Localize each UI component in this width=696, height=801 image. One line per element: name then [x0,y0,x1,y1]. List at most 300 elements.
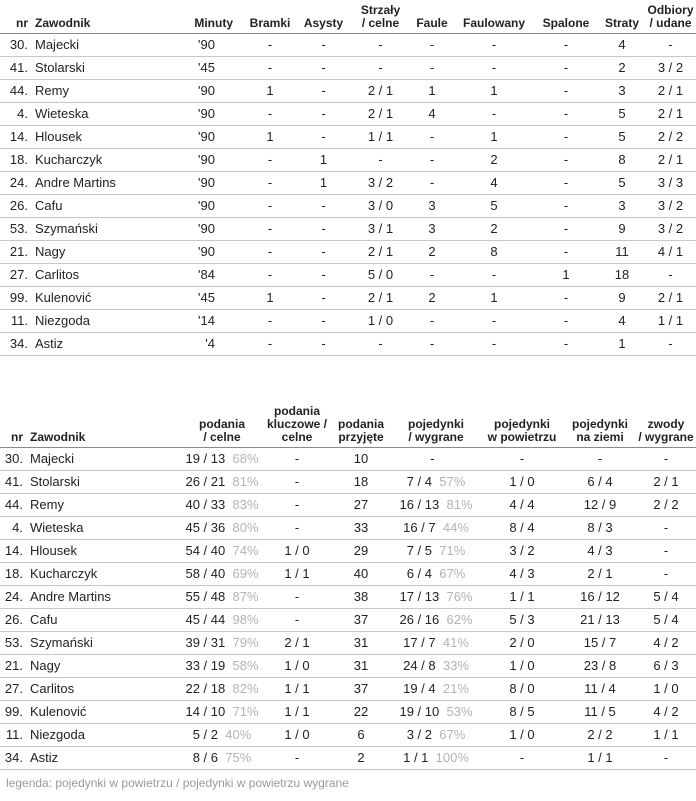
passes-cell-value: 39 / 31 [185,635,226,650]
key-passes-cell: 1 / 0 [264,654,330,677]
goals-cell: - [245,171,295,194]
header-label: / celne [203,429,241,444]
col-header-shots [352,0,409,33]
recoveries-cell: 2 / 1 [645,102,696,125]
minutes-cell: '90 [170,148,245,171]
player-name: Remy [28,493,180,516]
aerial-duels-cell: 8 / 5 [480,700,564,723]
player-number: 11. [0,309,33,332]
header-label: Straty [604,15,639,30]
shots-cell: 3 / 0 [352,194,409,217]
duels-cell [392,447,480,470]
passes-percent: 81% [232,474,259,489]
player-name: Majecki [33,33,170,56]
shots-cell: 2 / 1 [352,286,409,309]
col-header-key-passes [264,400,330,447]
offsides-cell: 1 [533,263,599,286]
col-header-fouled [455,0,533,33]
header-label: Spalone [542,15,590,30]
shots-cell: - [352,56,409,79]
player-number: 27. [0,263,33,286]
losses-cell: 18 [599,263,645,286]
assists-cell: - [295,33,352,56]
player-number: 21. [0,240,33,263]
goals-cell: - [245,148,295,171]
table-row [0,447,696,470]
losses-cell: 9 [599,286,645,309]
header-label: na ziemi [576,429,624,444]
col-header-nr [0,400,28,447]
header-label: pojedynki [407,416,464,431]
key-passes-cell: 1 / 1 [264,562,330,585]
fouls-cell: - [409,332,455,355]
player-name: Wieteska [33,102,170,125]
col-header-recoveries [645,0,696,33]
passes-received-cell: 31 [330,631,392,654]
goals-cell: 1 [245,286,295,309]
ground-duels-cell: - [564,447,636,470]
passes-percent: 40% [225,727,252,742]
duels-percent: 67% [439,566,466,581]
ground-duels-cell: 2 / 2 [564,723,636,746]
dribbles-cell: 6 / 3 [636,654,696,677]
table-row [0,263,696,286]
header-label: zwody [647,416,685,431]
col-header-nr [0,0,33,33]
aerial-duels-cell: 3 / 2 [480,539,564,562]
player-number: 99. [0,700,28,723]
player-number: 26. [0,194,33,217]
header-label: kluczowe / [266,416,328,431]
header-label: nr [11,429,23,444]
player-name: Carlitos [33,263,170,286]
passes-cell [180,608,264,631]
minutes-cell: '90 [170,102,245,125]
passes-received-cell: 40 [330,562,392,585]
passes-percent: 83% [232,497,259,512]
losses-cell: 3 [599,194,645,217]
player-number: 53. [0,217,33,240]
table-row [0,148,696,171]
fouls-cell: - [409,56,455,79]
ground-duels-cell: 6 / 4 [564,470,636,493]
passes-received-cell: 37 [330,608,392,631]
assists-cell: - [295,263,352,286]
goals-cell: - [245,240,295,263]
header-label: Asysty [303,15,344,30]
passes-cell [180,447,264,470]
player-name: Nagy [28,654,180,677]
minutes-cell: '14 [170,309,245,332]
aerial-duels-cell: - [480,447,564,470]
losses-cell: 4 [599,309,645,332]
goals-cell: - [245,102,295,125]
player-number: 11. [0,723,28,746]
offsides-cell: - [533,286,599,309]
player-name: Majecki [28,447,180,470]
shots-cell: 1 / 1 [352,125,409,148]
table-row [0,677,696,700]
fouls-cell: 2 [409,286,455,309]
assists-cell: 1 [295,148,352,171]
player-number: 4. [0,516,28,539]
player-name: Astiz [33,332,170,355]
ground-duels-cell: 23 / 8 [564,654,636,677]
passes-cell-value: 58 / 40 [185,566,226,581]
fouls-cell: 1 [409,79,455,102]
passes-received-cell: 18 [330,470,392,493]
minutes-cell: '90 [170,171,245,194]
minutes-cell: '90 [170,194,245,217]
passes-cell [180,539,264,562]
duels-percent: 62% [446,612,473,627]
minutes-cell: '90 [170,217,245,240]
duels-cell [392,608,480,631]
table-row [0,562,696,585]
duels-percent: 57% [439,474,466,489]
shots-cell: 3 / 2 [352,171,409,194]
recoveries-cell: 3 / 3 [645,171,696,194]
recoveries-cell: 2 / 2 [645,125,696,148]
player-name: Kulenović [33,286,170,309]
passes-cell-value: 19 / 13 [185,451,226,466]
duels-cell-value: 16 / 7 [403,520,436,535]
assists-cell: - [295,56,352,79]
dribbles-cell: 2 / 2 [636,493,696,516]
key-passes-cell: - [264,470,330,493]
fouled-cell: - [455,33,533,56]
passes-cell-value: 5 / 2 [192,727,219,742]
player-number: 34. [0,746,28,769]
col-header-minutes [170,0,245,33]
goals-cell: - [245,194,295,217]
table-row [0,171,696,194]
offsides-cell: - [533,171,599,194]
player-number: 14. [0,125,33,148]
duels-percent: 67% [439,727,466,742]
table-row [0,470,696,493]
fouls-cell: - [409,309,455,332]
header-label: Zawodnik [35,15,91,30]
passes-percent: 82% [232,681,259,696]
header-label: / celne [361,15,400,30]
recoveries-cell: 2 / 1 [645,79,696,102]
player-number: 30. [0,447,28,470]
recoveries-cell: 4 / 1 [645,240,696,263]
losses-cell: 4 [599,33,645,56]
player-name: Astiz [28,746,180,769]
passes-cell [180,723,264,746]
passes-received-cell: 27 [330,493,392,516]
table-row [0,631,696,654]
table-row [0,33,696,56]
offsides-cell: - [533,194,599,217]
dribbles-cell: - [636,746,696,769]
player-number: 18. [0,562,28,585]
table-row [0,516,696,539]
table-row [0,125,696,148]
minutes-cell: '90 [170,125,245,148]
dribbles-cell: - [636,539,696,562]
key-passes-cell: - [264,447,330,470]
ground-duels-cell: 4 / 3 [564,539,636,562]
fouls-cell: - [409,171,455,194]
goals-cell: - [245,56,295,79]
passes-cell-value: 33 / 19 [185,658,226,673]
key-passes-cell: 2 / 1 [264,631,330,654]
aerial-duels-cell: 8 / 0 [480,677,564,700]
passes-cell-value: 14 / 10 [185,704,226,719]
passes-cell [180,493,264,516]
table-header-row [0,0,696,33]
shots-cell: 1 / 0 [352,309,409,332]
key-passes-cell: 1 / 0 [264,723,330,746]
ground-duels-cell: 12 / 9 [564,493,636,516]
col-header-losses [599,0,645,33]
fouls-cell: - [409,263,455,286]
ground-duels-cell: 21 / 13 [564,608,636,631]
duels-percent: 41% [442,635,469,650]
shots-cell: 2 / 1 [352,79,409,102]
shots-cell: - [352,332,409,355]
player-number: 53. [0,631,28,654]
aerial-duels-cell: 4 / 3 [480,562,564,585]
table-row [0,746,696,769]
losses-cell: 9 [599,217,645,240]
offsides-cell: - [533,217,599,240]
duels-cell-value: 19 / 10 [399,704,440,719]
table-row [0,700,696,723]
legend-note: legenda: pojedynki w powietrzu / pojedynki w powietrzu wygrane [6,776,349,790]
fouls-cell: 3 [409,194,455,217]
table-row [0,493,696,516]
duels-cell-value: 1 / 1 [403,750,429,765]
header-label: / udane [649,15,692,30]
duels-cell [392,723,480,746]
duels-cell-value: 3 / 2 [406,727,433,742]
duels-cell [392,493,480,516]
fouled-cell: 4 [455,171,533,194]
passes-cell [180,562,264,585]
ground-duels-cell: 1 / 1 [564,746,636,769]
player-name: Cafu [33,194,170,217]
ground-duels-cell: 11 / 5 [564,700,636,723]
aerial-duels-cell: 2 / 0 [480,631,564,654]
aerial-duels-cell: 1 / 0 [480,470,564,493]
recoveries-cell: 2 / 1 [645,286,696,309]
minutes-cell: '4 [170,332,245,355]
fouled-cell: 1 [455,79,533,102]
player-number: 41. [0,56,33,79]
duels-cell [392,585,480,608]
dribbles-cell: 1 / 0 [636,677,696,700]
player-number: 18. [0,148,33,171]
player-number: 30. [0,33,33,56]
col-header-duels [392,400,480,447]
key-passes-cell: - [264,493,330,516]
fouled-cell: 2 [455,148,533,171]
fouled-cell: 1 [455,125,533,148]
passes-cell-value: 45 / 36 [185,520,226,535]
recoveries-cell: 3 / 2 [645,56,696,79]
assists-cell: - [295,240,352,263]
assists-cell: - [295,79,352,102]
shots-cell: 2 / 1 [352,102,409,125]
table-row [0,539,696,562]
duels-percent: 33% [442,658,469,673]
ground-duels-cell: 2 / 1 [564,562,636,585]
player-number: 24. [0,585,28,608]
duels-cell [392,470,480,493]
shots-cell: - [352,148,409,171]
player-number: 41. [0,470,28,493]
duels-cell [392,631,480,654]
fouls-cell: - [409,148,455,171]
passes-received-cell: 37 [330,677,392,700]
header-label: Zawodnik [30,429,86,444]
key-passes-cell: - [264,608,330,631]
passes-cell-value: 22 / 18 [185,681,226,696]
table-header-row [0,400,696,447]
aerial-duels-cell: 4 / 4 [480,493,564,516]
minutes-cell: '84 [170,263,245,286]
player-name: Szymański [28,631,180,654]
key-passes-cell: - [264,746,330,769]
duels-cell [392,654,480,677]
passes-percent: 74% [232,543,259,558]
passes-percent: 58% [232,658,259,673]
goals-cell: - [245,263,295,286]
header-label: podania [273,403,320,418]
fouled-cell: 8 [455,240,533,263]
losses-cell: 5 [599,102,645,125]
table-row [0,654,696,677]
goals-cell: - [245,332,295,355]
passes-percent: 71% [232,704,259,719]
goals-cell: - [245,217,295,240]
duels-cell-value: 7 / 5 [406,543,433,558]
dribbles-cell: - [636,447,696,470]
duels-cell [392,539,480,562]
assists-cell: - [295,102,352,125]
duels-percent: 81% [446,497,473,512]
assists-cell: - [295,286,352,309]
header-label: nr [16,15,28,30]
passes-cell [180,654,264,677]
player-name: Szymański [33,217,170,240]
minutes-cell: '90 [170,240,245,263]
col-header-passes [180,400,264,447]
duels-cell-value: 7 / 4 [406,474,433,489]
offsides-cell: - [533,148,599,171]
duels-percent: 53% [446,704,473,719]
offsides-cell: - [533,240,599,263]
duels-percent: 71% [439,543,466,558]
col-header-ground-duels [564,400,636,447]
duels-cell-value: 24 / 8 [403,658,436,673]
player-name: Andre Martins [33,171,170,194]
table-row [0,585,696,608]
recoveries-cell: - [645,33,696,56]
passes-cell-value: 8 / 6 [192,750,219,765]
shots-cell: 5 / 0 [352,263,409,286]
losses-cell: 2 [599,56,645,79]
table-row [0,56,696,79]
duels-cell-value: - [430,451,435,466]
header-label: celne [281,429,313,444]
header-label: / wygrane [638,429,694,444]
player-name: Nagy [33,240,170,263]
passes-cell-value: 40 / 33 [185,497,226,512]
losses-cell: 1 [599,332,645,355]
passes-received-cell: 2 [330,746,392,769]
col-header-offsides [533,0,599,33]
header-label: podania [337,416,384,431]
header-label: Faulowany [462,15,525,30]
col-header-dribbles [636,400,696,447]
passes-received-cell: 6 [330,723,392,746]
passes-cell [180,631,264,654]
dribbles-cell: 4 / 2 [636,631,696,654]
passes-cell [180,470,264,493]
fouled-cell: - [455,309,533,332]
passes-cell [180,677,264,700]
goals-cell: - [245,33,295,56]
table-row [0,240,696,263]
key-passes-cell: 1 / 1 [264,700,330,723]
goals-cell: 1 [245,125,295,148]
duels-percent: 100% [435,750,469,765]
offsides-cell: - [533,33,599,56]
player-number: 14. [0,539,28,562]
player-name: Wieteska [28,516,180,539]
passes-cell [180,516,264,539]
dribbles-cell: 1 / 1 [636,723,696,746]
player-number: 34. [0,332,33,355]
dribbles-cell: 2 / 1 [636,470,696,493]
dribbles-cell: 5 / 4 [636,608,696,631]
passes-received-cell: 29 [330,539,392,562]
player-name: Hlousek [28,539,180,562]
offsides-cell: - [533,102,599,125]
fouled-cell: - [455,263,533,286]
duels-cell [392,700,480,723]
player-number: 4. [0,102,33,125]
table-row [0,79,696,102]
aerial-duels-cell: 1 / 0 [480,654,564,677]
passes-cell-value: 55 / 48 [185,589,226,604]
fouled-cell: - [455,56,533,79]
player-number: 27. [0,677,28,700]
fouls-cell: - [409,125,455,148]
player-number: 21. [0,654,28,677]
duels-cell [392,677,480,700]
recoveries-cell: 1 / 1 [645,309,696,332]
minutes-cell: '45 [170,56,245,79]
player-name: Cafu [28,608,180,631]
passes-received-cell: 10 [330,447,392,470]
passes-cell [180,585,264,608]
header-label: Bramki [249,15,291,30]
player-number: 44. [0,493,28,516]
player-number: 24. [0,171,33,194]
passes-received-cell: 31 [330,654,392,677]
shots-cell: 2 / 1 [352,240,409,263]
aerial-duels-cell: 8 / 4 [480,516,564,539]
duels-cell-value: 17 / 13 [399,589,440,604]
passes-cell [180,700,264,723]
player-name: Kucharczyk [33,148,170,171]
